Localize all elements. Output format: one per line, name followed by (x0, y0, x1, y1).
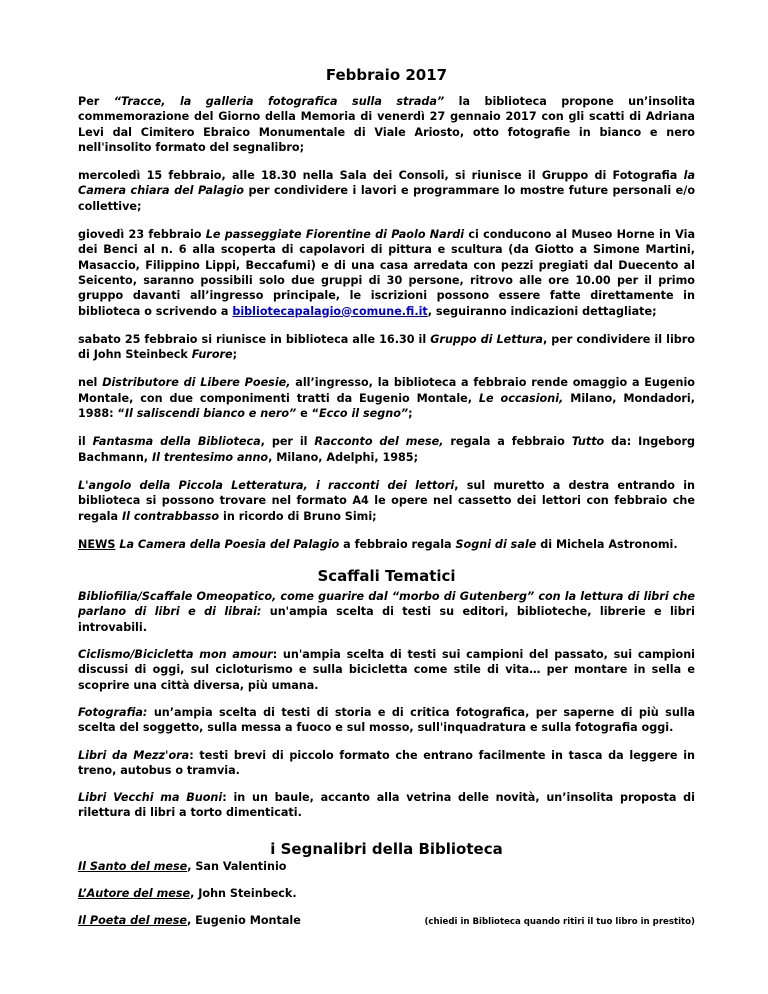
scaffale-bibliofilia: Bibliofilia/Scaffale Omeopatico, come guarire dal “morbo di Gutenberg” con la lettura di libri che parlano di libri e di librai: un'ampia scelta di testi su editori, biblioteche, librerie e libri introvabili. (78, 590, 695, 634)
paragraph-fantasma: il Fantasma della Biblioteca, per il Racconto del mese, regala a febbraio Tutto da: Ingeborg Bachmann, Il trentesimo anno, Milano, Adelphi, 1985; (78, 435, 696, 464)
scaffale-fotografia: Fotografia: un’ampia scelta di testi di storia e di critica fotografica, per saperne di più sulla scelta del soggetto, sulla messa a fuoco e sul mosso, sull'inquadratura e sulla fotografia oggi. (78, 705, 695, 735)
news-label: NEWS (78, 537, 116, 551)
paragraph-gruppo-fotografia: mercoledì 15 febbraio, alle 18.30 nella Sala dei Consoli, si riunisce il Gruppo di Fotografia la Camera chiara del Palagio per condividere i lavori e programmare lo mostre future personali e/o collettive; (78, 169, 696, 213)
segnalibro-poeta: Il Poeta del mese, Eugenio Montale (chiedi in Biblioteca quando ritiri il tuo libro in prestito) (78, 913, 695, 930)
paragraph-passeggiate: giovedì 23 febbraio Le passeggiate Fiorentine di Paolo Nardi ci conducono al Museo Horne in Via dei Benci al n. 6 alla scoperta di capolavori di pittura e scultura (da Giotto a Simone Martini, Masaccio, Filippino Lippi, Beccafumi) e di una casa arredata con pezzi pregiati dal Duecento al Seicento, saranno possibili solo due gruppi di 30 persone, ritrovo alle ore 10.00 per il primo gruppo davanti all’ingresso principale, le iscrizioni possono essere fatte direttamente in biblioteca o scrivendo a bibliotecapalagio@comune.fi.it, seguiranno indicazioni dettagliate; (78, 228, 695, 318)
section-title-febbraio: Febbraio 2017 (325, 66, 448, 84)
segnalibro-autore: L’Autore del mese, John Steinbeck. (78, 886, 297, 900)
email-link[interactable]: bibliotecapalagio@comune.fi.it (232, 304, 428, 318)
scaffale-libri-mezzora: Libri da Mezz'ora: testi brevi di piccolo formato che entrano facilmente in tasca da leggere in treno, autobus o tramvia. (78, 748, 696, 777)
section-title-segnalibri: i Segnalibri della Biblioteca (270, 839, 503, 858)
section-title-scaffali: Scaffali Tematici (317, 567, 456, 586)
paragraph-angolo-letteratura: L'angolo della Piccola Letteratura, i racconti dei lettori, sul muretto a destra entrando in biblioteca si possono trovare nel formato A4 le opere nel cassetto dei lettori con febbraio che regala Il contrabbasso in ricordo di Bruno Simi; (78, 478, 695, 523)
document-page (78, 66, 695, 944)
prestito-note: (chiedi in Biblioteca quando ritiri il tuo libro in prestito) (424, 917, 695, 928)
paragraph-gruppo-lettura: sabato 25 febbraio si riunisce in biblioteca alle 16.30 il Gruppo di Lettura, per condividere il libro di John Steinbeck Furore; (78, 332, 695, 362)
scaffale-libri-vecchi: Libri Vecchi ma Buoni: in un baule, accanto alla vetrina delle novità, un’insolita proposta di rilettura di libri a torto dimenticati. (78, 791, 696, 820)
paragraph-tracce: Per “Tracce, la galleria fotografica sulla strada” la biblioteca propone un’insolita commemorazione del Giorno della Memoria di venerdì 27 gennaio 2017 con gli scatti di Adriana Levi dal Cimitero Ebraico Monumentale di Viale Ariosto, otto fotografie in bianco e nero nell'insolito formato del segnalibro; (78, 95, 695, 154)
paragraph-news: NEWS La Camera della Poesia del Palagio a febbraio regala Sogni di sale di Michela Astronomi. (78, 537, 678, 551)
scaffale-ciclismo: Ciclismo/Bicicletta mon amour: un'ampia scelta di testi sui campioni del passato, sui campioni discussi di oggi, sul cicloturismo e sulla bicicletta come stile di vita… per montare in sella e scoprire una città diversa, più umana. (78, 648, 695, 692)
segnalibro-santo: Il Santo del mese, San Valentinio (78, 859, 287, 873)
paragraph-distributore-poesie: nel Distributore di Libere Poesie, all’ingresso, la biblioteca a febbraio rende omaggio a Eugenio Montale, con due componimenti tratti da Eugenio Montale, Le occasioni, Milano, Mondadori, 1988: “Il saliscendi bianco e nero” e “Ecco il segno”; (78, 376, 695, 421)
